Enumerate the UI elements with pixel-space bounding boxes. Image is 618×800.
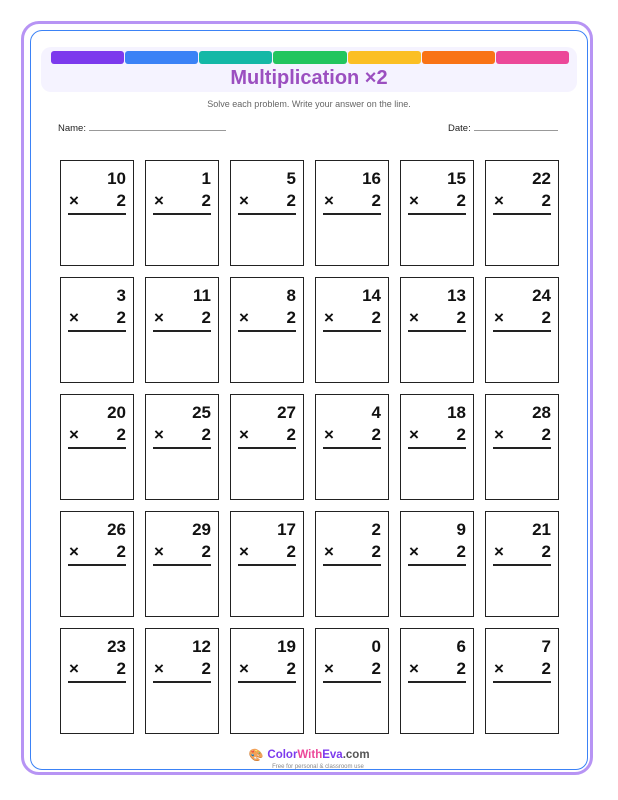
times-sign: ×	[409, 659, 419, 678]
date-field[interactable]	[448, 121, 558, 135]
multiplier: 2	[456, 308, 466, 327]
problem-grid	[60, 160, 559, 734]
answer-line	[153, 681, 211, 683]
times-sign: ×	[324, 308, 334, 327]
multiplier: 2	[456, 191, 466, 210]
multiplier: 2	[371, 542, 381, 561]
problem-card[interactable]	[60, 394, 134, 500]
problem-card[interactable]	[315, 394, 389, 500]
date-label: Date:	[448, 123, 471, 134]
problem-card[interactable]	[230, 394, 304, 500]
multiplier: 2	[456, 659, 466, 678]
times-sign: ×	[409, 191, 419, 210]
times-sign: ×	[409, 542, 419, 561]
multiplier: 2	[116, 308, 126, 327]
answer-line	[68, 681, 126, 683]
times-sign: ×	[324, 425, 334, 444]
problem-card[interactable]	[230, 628, 304, 734]
problem-card[interactable]	[315, 160, 389, 266]
answer-line	[68, 330, 126, 332]
multiplier: 2	[286, 191, 296, 210]
multiplier: 2	[371, 308, 381, 327]
multiplicand: 11	[193, 286, 211, 305]
answer-line	[493, 681, 551, 683]
multiplicand: 23	[107, 637, 126, 656]
times-sign: ×	[494, 308, 504, 327]
times-sign: ×	[409, 425, 419, 444]
problem-card[interactable]	[485, 160, 559, 266]
multiplier: 2	[371, 191, 381, 210]
problem-card[interactable]	[485, 628, 559, 734]
times-sign: ×	[69, 659, 79, 678]
multiplier: 2	[201, 542, 211, 561]
multiplier: 2	[116, 425, 126, 444]
answer-line	[323, 447, 381, 449]
multiplier: 2	[541, 308, 551, 327]
multiplicand: 26	[107, 520, 126, 539]
multiplicand: 15	[447, 169, 466, 188]
multiplicand: 6	[456, 637, 466, 656]
times-sign: ×	[69, 308, 79, 327]
answer-line	[68, 564, 126, 566]
stripe-5	[422, 51, 495, 64]
multiplier: 2	[371, 425, 381, 444]
multiplicand: 3	[116, 286, 126, 305]
times-sign: ×	[239, 191, 249, 210]
problem-card[interactable]	[315, 628, 389, 734]
multiplier: 2	[201, 308, 211, 327]
answer-line	[238, 330, 296, 332]
stripe-4	[348, 51, 421, 64]
name-field[interactable]	[58, 121, 226, 135]
multiplier: 2	[541, 542, 551, 561]
multiplicand: 27	[277, 403, 296, 422]
times-sign: ×	[69, 542, 79, 561]
problem-card[interactable]	[400, 628, 474, 734]
palette-icon: 🎨	[248, 748, 264, 762]
stripe-0	[51, 51, 124, 64]
problem-card[interactable]	[230, 511, 304, 617]
multiplicand: 4	[371, 403, 381, 422]
multiplicand: 29	[192, 520, 211, 539]
name-blank-line[interactable]	[89, 121, 226, 131]
times-sign: ×	[154, 191, 164, 210]
multiplicand: 1	[201, 169, 211, 188]
multiplicand: 5	[286, 169, 296, 188]
times-sign: ×	[324, 659, 334, 678]
problem-card[interactable]	[315, 277, 389, 383]
footer	[0, 746, 618, 771]
stripe-1	[125, 51, 198, 64]
multiplicand: 21	[532, 520, 551, 539]
answer-line	[153, 330, 211, 332]
problem-card[interactable]	[485, 511, 559, 617]
multiplicand: 22	[532, 169, 551, 188]
multiplicand: 25	[192, 403, 211, 422]
multiplicand: 2	[371, 520, 381, 539]
times-sign: ×	[239, 308, 249, 327]
answer-line	[153, 213, 211, 215]
times-sign: ×	[69, 191, 79, 210]
multiplicand: 0	[371, 637, 381, 656]
multiplier: 2	[201, 425, 211, 444]
multiplier: 2	[286, 542, 296, 561]
date-blank-line[interactable]	[474, 121, 558, 131]
times-sign: ×	[154, 425, 164, 444]
answer-line	[153, 564, 211, 566]
problem-card[interactable]	[60, 628, 134, 734]
multiplicand: 12	[192, 637, 211, 656]
tagline: Free for personal & classroom use	[272, 764, 364, 770]
answer-line	[493, 330, 551, 332]
problem-card[interactable]	[145, 160, 219, 266]
problem-card[interactable]	[230, 160, 304, 266]
problem-card[interactable]	[315, 511, 389, 617]
multiplicand: 28	[532, 403, 551, 422]
multiplier: 2	[116, 659, 126, 678]
multiplier: 2	[286, 659, 296, 678]
answer-line	[238, 213, 296, 215]
multiplier: 2	[116, 542, 126, 561]
multiplier: 2	[456, 542, 466, 561]
problem-card[interactable]	[485, 277, 559, 383]
answer-line	[408, 681, 466, 683]
multiplicand: 20	[107, 403, 126, 422]
times-sign: ×	[239, 425, 249, 444]
stripe-2	[199, 51, 272, 64]
problem-card[interactable]	[145, 511, 219, 617]
problem-card[interactable]	[400, 277, 474, 383]
multiplier: 2	[371, 659, 381, 678]
times-sign: ×	[494, 191, 504, 210]
problem-card[interactable]	[145, 394, 219, 500]
multiplicand: 8	[286, 286, 296, 305]
problem-card[interactable]	[400, 394, 474, 500]
multiplicand: 7	[541, 637, 551, 656]
brand-logo	[248, 748, 369, 762]
times-sign: ×	[154, 659, 164, 678]
times-sign: ×	[324, 542, 334, 561]
stripe-6	[496, 51, 569, 64]
times-sign: ×	[154, 542, 164, 561]
multiplicand: 19	[277, 637, 296, 656]
multiplicand: 13	[447, 286, 466, 305]
multiplier: 2	[541, 191, 551, 210]
answer-line	[323, 681, 381, 683]
answer-line	[68, 447, 126, 449]
multiplier: 2	[201, 191, 211, 210]
times-sign: ×	[494, 542, 504, 561]
times-sign: ×	[494, 425, 504, 444]
answer-line	[493, 213, 551, 215]
answer-line	[408, 330, 466, 332]
multiplier: 2	[201, 659, 211, 678]
answer-line	[493, 564, 551, 566]
answer-line	[238, 447, 296, 449]
instructions: Solve each problem. Write your answer on the line.	[207, 99, 411, 109]
answer-line	[408, 447, 466, 449]
answer-line	[323, 213, 381, 215]
brand-name: ColorWithEva.com	[267, 748, 370, 761]
multiplicand: 9	[456, 520, 466, 539]
problem-card[interactable]	[485, 394, 559, 500]
multiplier: 2	[116, 191, 126, 210]
multiplicand: 18	[447, 403, 466, 422]
answer-line	[238, 681, 296, 683]
answer-line	[238, 564, 296, 566]
multiplier: 2	[541, 425, 551, 444]
times-sign: ×	[409, 308, 419, 327]
times-sign: ×	[69, 425, 79, 444]
multiplicand: 17	[277, 520, 296, 539]
answer-line	[323, 564, 381, 566]
problem-card[interactable]	[400, 511, 474, 617]
multiplier: 2	[286, 425, 296, 444]
problem-card[interactable]	[145, 277, 219, 383]
multiplier: 2	[541, 659, 551, 678]
page-title: Multiplication ×2	[230, 67, 388, 89]
rainbow-stripes	[51, 51, 569, 64]
times-sign: ×	[239, 659, 249, 678]
answer-line	[408, 213, 466, 215]
problem-card[interactable]	[145, 628, 219, 734]
multiplicand: 10	[107, 169, 126, 188]
times-sign: ×	[324, 191, 334, 210]
problem-card[interactable]	[400, 160, 474, 266]
answer-line	[408, 564, 466, 566]
times-sign: ×	[494, 659, 504, 678]
answer-line	[68, 213, 126, 215]
times-sign: ×	[239, 542, 249, 561]
problem-card[interactable]	[60, 277, 134, 383]
name-label: Name:	[58, 123, 86, 134]
answer-line	[493, 447, 551, 449]
multiplier: 2	[286, 308, 296, 327]
multiplier: 2	[456, 425, 466, 444]
stripe-3	[273, 51, 346, 64]
problem-card[interactable]	[60, 511, 134, 617]
multiplicand: 14	[362, 286, 381, 305]
answer-line	[323, 330, 381, 332]
problem-card[interactable]	[60, 160, 134, 266]
answer-line	[153, 447, 211, 449]
multiplicand: 16	[362, 169, 381, 188]
multiplicand: 24	[532, 286, 551, 305]
times-sign: ×	[154, 308, 164, 327]
problem-card[interactable]	[230, 277, 304, 383]
